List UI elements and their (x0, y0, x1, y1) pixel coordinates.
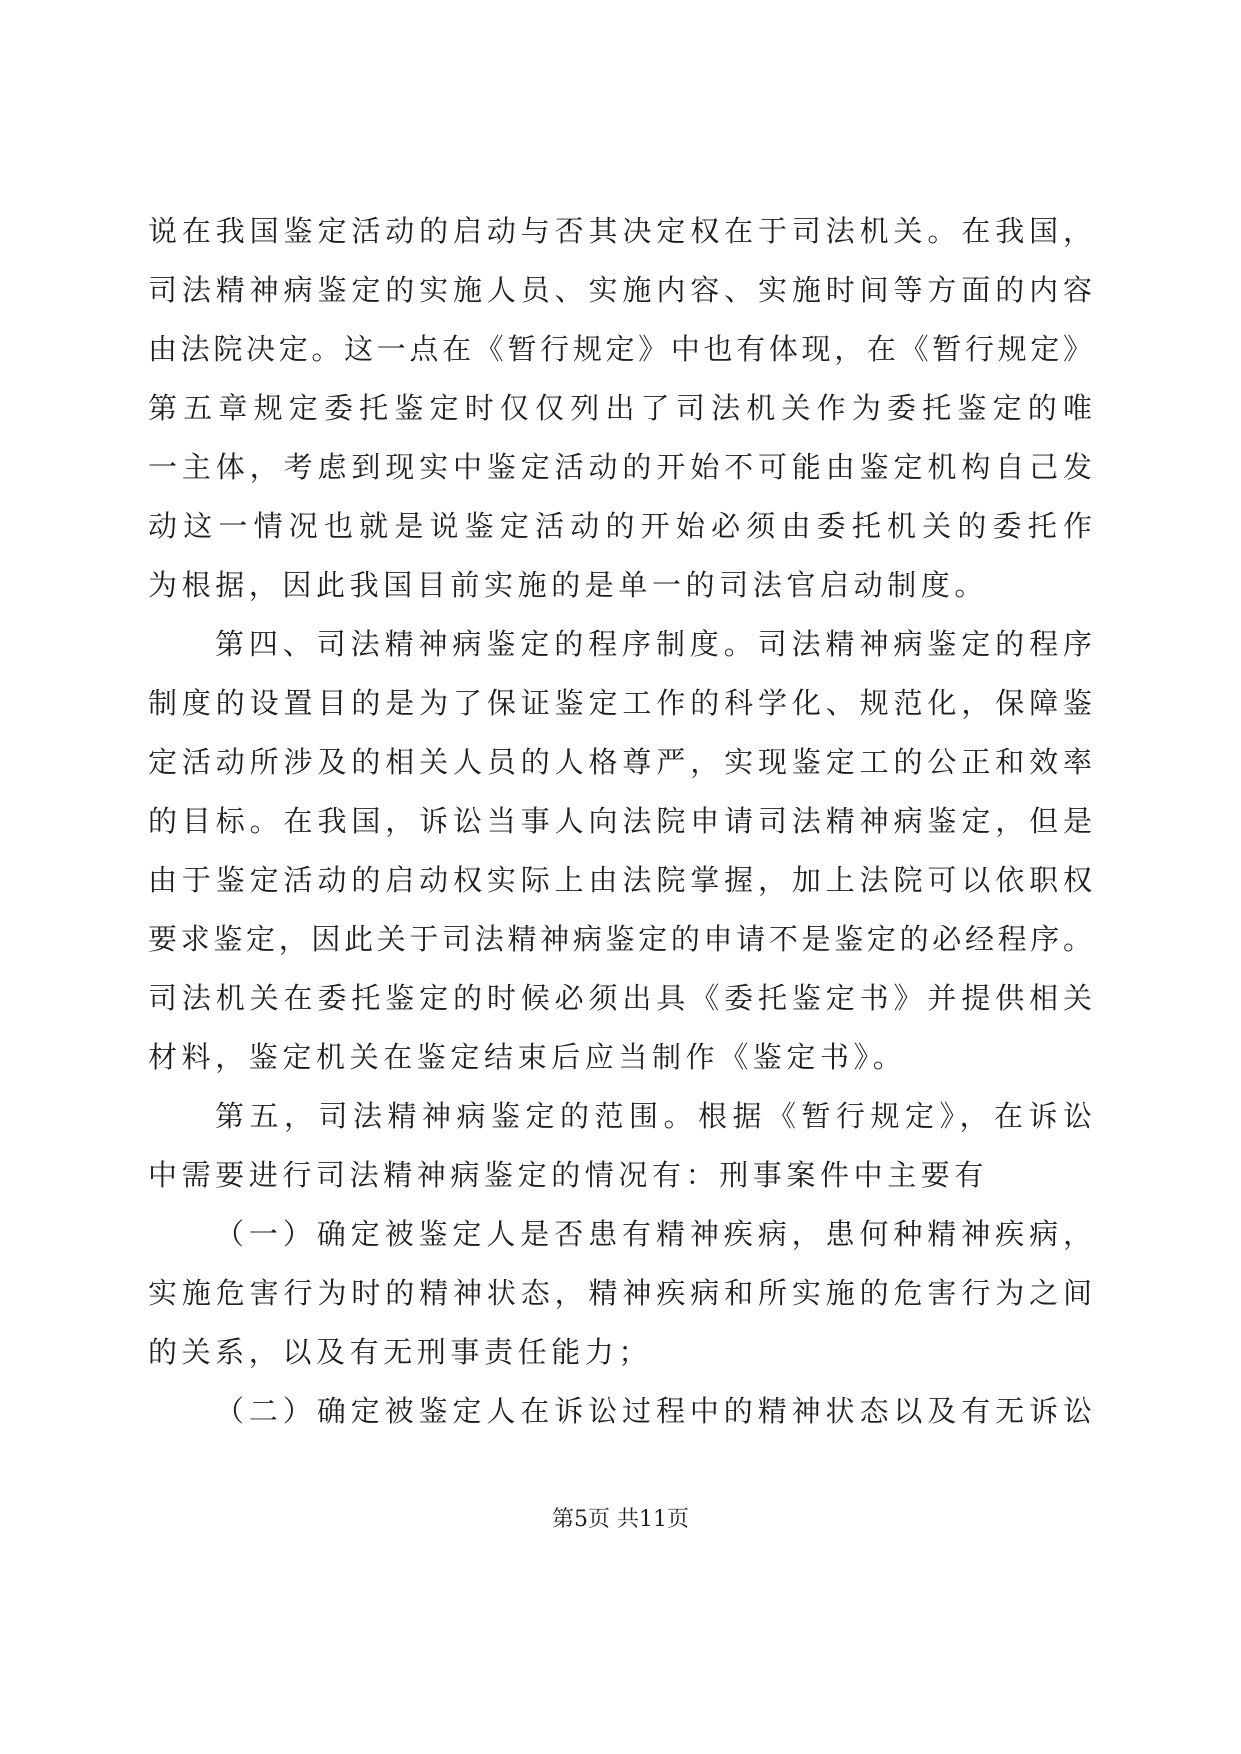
text-line: 由法院决定。这一点在《暂行规定》中也有体现，在《暂行规定》 (148, 332, 1092, 366)
text-line: 中需要进行司法精神病鉴定的情况有：刑事案件中主要有 (148, 1158, 989, 1192)
text-line: 司法机关在委托鉴定的时候必须出具《委托鉴定书》并提供相关 (148, 981, 1092, 1015)
text-line: 为根据，因此我国目前实施的是单一的司法官启动制度。 (148, 568, 989, 602)
text-line: 定活动所涉及的相关人员的人格尊严，实现鉴定工的公正和效率 (148, 745, 1092, 779)
text-line: 材料，鉴定机关在鉴定结束后应当制作《鉴定书》。 (148, 1040, 907, 1074)
text-line: （一）确定被鉴定人是否患有精神疾病，患何种精神疾病， (215, 1217, 1092, 1251)
text-line: 制度的设置目的是为了保证鉴定工作的科学化、规范化，保障鉴 (148, 686, 1092, 720)
text-line: （二）确定被鉴定人在诉讼过程中的精神状态以及有无诉讼 (215, 1394, 1092, 1428)
document-body (148, 202, 1092, 1441)
text-line: 要求鉴定，因此关于司法精神病鉴定的申请不是鉴定的必经程序。 (148, 922, 1092, 956)
text-line: 司法精神病鉴定的实施人员、实施内容、实施时间等方面的内容 (148, 273, 1092, 307)
text-line: 第五，司法精神病鉴定的范围。根据《暂行规定》，在诉讼 (215, 1099, 1092, 1133)
text-line: 第五章规定委托鉴定时仅仅列出了司法机关作为委托鉴定的唯 (148, 391, 1092, 425)
text-line: 实施危害行为时的精神状态，精神疾病和所实施的危害行为之间 (148, 1276, 1092, 1310)
text-line: 由于鉴定活动的启动权实际上由法院掌握，加上法院可以依职权 (148, 863, 1092, 897)
text-line: 一主体，考虑到现实中鉴定活动的开始不可能由鉴定机构自己发 (148, 450, 1092, 484)
text-line: 第四、司法精神病鉴定的程序制度。司法精神病鉴定的程序 (215, 627, 1092, 661)
text-line: 动这一情况也就是说鉴定活动的开始必须由委托机关的委托作 (148, 509, 1092, 543)
text-line: 说在我国鉴定活动的启动与否其决定权在于司法机关。在我国， (148, 214, 1092, 248)
text-line: 的目标。在我国，诉讼当事人向法院申请司法精神病鉴定，但是 (148, 804, 1092, 838)
page-number: 第5页 共11页 (552, 1507, 689, 1532)
text-line: 的关系，以及有无刑事责任能力； (148, 1335, 653, 1369)
